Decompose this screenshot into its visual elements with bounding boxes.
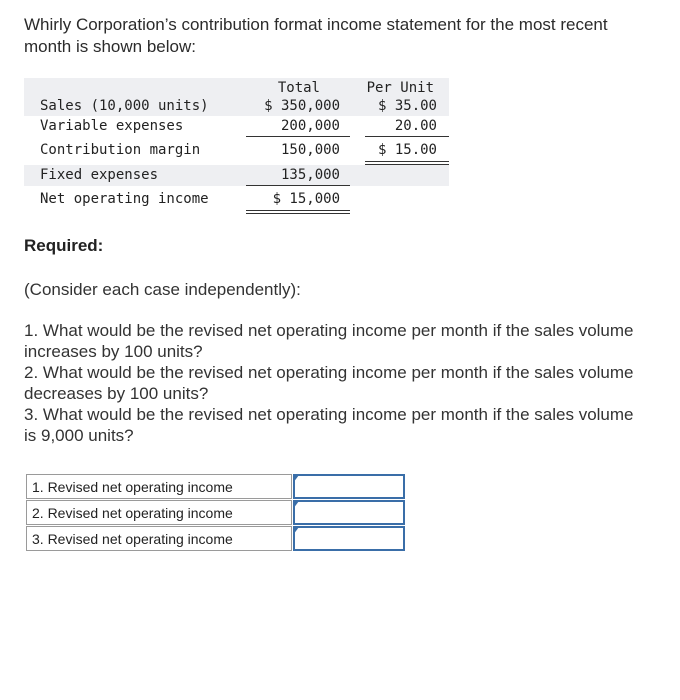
row-label-fixed: Fixed expenses	[40, 167, 159, 183]
row-total-variable: 200,000	[280, 118, 340, 134]
row-total-fixed: 135,000	[280, 167, 340, 183]
answer-input-3[interactable]	[293, 526, 405, 551]
row-per-unit-variable: 20.00	[394, 118, 437, 134]
required-heading: Required:	[24, 236, 104, 255]
row-label-variable: Variable expenses	[40, 118, 184, 134]
header-total: Total	[277, 80, 320, 96]
intro-text: Whirly Corporation’s contribution format income statement for the most recent month is shown below:	[24, 15, 608, 56]
double-underline-total-1	[246, 210, 350, 211]
double-underline-total-2	[246, 213, 350, 214]
row-label-net: Net operating income	[40, 191, 209, 207]
header-per-unit: Per Unit	[366, 80, 434, 96]
question-1: 1. What would be the revised net operating income per month if the sales volume increases by 100 units?	[24, 321, 634, 361]
question-list	[24, 320, 644, 446]
row-total-sales: $ 350,000	[264, 98, 340, 114]
double-underline-per-unit-1	[365, 161, 449, 162]
answer-label-2: 2. Revised net operating income	[26, 500, 292, 525]
row-per-unit-contribution: $ 15.00	[377, 142, 437, 158]
underline-total-variable	[246, 136, 350, 137]
question-2: 2. What would be the revised net operating income per month if the sales volume decreases by 100 units?	[24, 363, 634, 403]
answer-input-1[interactable]	[293, 474, 405, 499]
row-total-contribution: 150,000	[280, 142, 340, 158]
input-marker-icon	[293, 527, 299, 535]
underline-total-fixed	[246, 185, 350, 186]
input-marker-icon	[293, 501, 299, 509]
underline-per-unit-variable	[365, 136, 449, 137]
instruction-text: (Consider each case independently):	[24, 280, 301, 299]
double-underline-per-unit-2	[365, 164, 449, 165]
row-total-net: $ 15,000	[272, 191, 340, 207]
question-3: 3. What would be the revised net operating income per month if the sales volume is 9,000 units?	[24, 405, 634, 445]
row-label-sales: Sales (10,000 units)	[40, 98, 209, 114]
row-per-unit-sales: $ 35.00	[377, 98, 437, 114]
answer-label-3: 3. Revised net operating income	[26, 526, 292, 551]
input-marker-icon	[293, 475, 299, 483]
answer-input-2[interactable]	[293, 500, 405, 525]
income-statement	[24, 78, 449, 218]
row-label-contribution: Contribution margin	[40, 142, 201, 158]
answer-label-1: 1. Revised net operating income	[26, 474, 292, 499]
